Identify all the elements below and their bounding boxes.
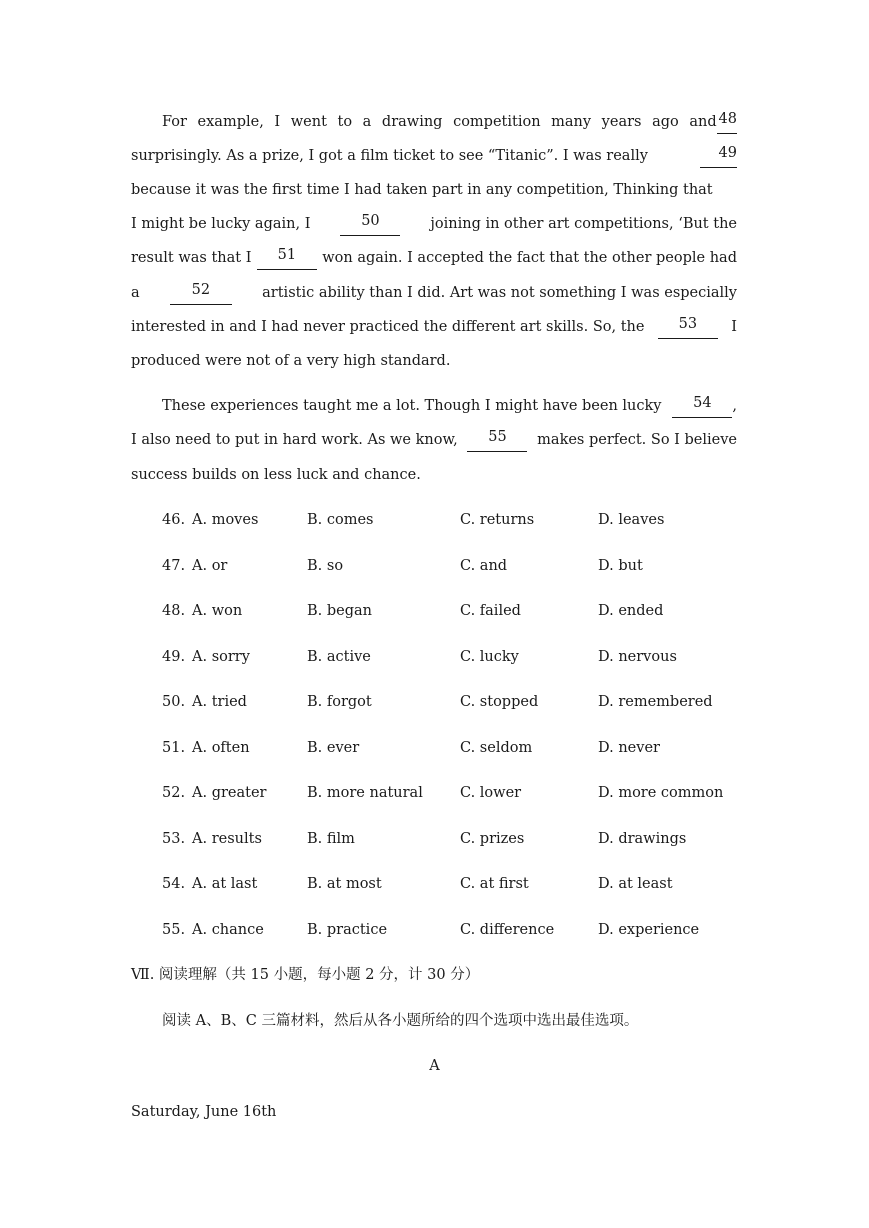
- blank-54: 54: [672, 394, 732, 418]
- passage-text: a: [131, 285, 140, 301]
- option-c: C. and: [460, 558, 508, 574]
- question-row: [162, 690, 762, 714]
- option-c: C. returns: [460, 512, 535, 528]
- option-c: C. at first: [460, 876, 529, 892]
- option-a: A. or: [192, 558, 228, 574]
- option-d: D. drawings: [598, 831, 687, 847]
- blank-52: 52: [170, 281, 232, 305]
- passage-text: result was that I: [131, 250, 252, 266]
- passage-text: produced were not of a very high standard.: [131, 353, 451, 369]
- question-row: [162, 918, 762, 942]
- question-row: [162, 827, 762, 851]
- option-d: D. but: [598, 558, 643, 574]
- passage-line: [131, 281, 737, 305]
- blank-51: 51: [257, 246, 317, 270]
- question-row: [162, 736, 762, 760]
- option-c: C. lucky: [460, 649, 519, 665]
- option-a: A. often: [192, 740, 250, 756]
- passage-text: makes perfect. So I believe: [537, 432, 737, 448]
- question-number: 51.: [162, 740, 186, 756]
- option-b: B. forgot: [307, 694, 372, 710]
- question-row: [162, 554, 762, 578]
- option-d: D. at least: [598, 876, 673, 892]
- option-c: C. prizes: [460, 831, 525, 847]
- passage-line: [162, 394, 737, 418]
- option-a: A. results: [192, 831, 262, 847]
- passage-text: I: [731, 319, 737, 335]
- option-d: D. more common: [598, 785, 724, 801]
- option-d: D. leaves: [598, 512, 665, 528]
- blank-49: 49: [700, 144, 737, 168]
- option-a: A. at last: [192, 876, 258, 892]
- passage-text: I might be lucky again, I: [131, 216, 311, 232]
- option-d: D. nervous: [598, 649, 677, 665]
- option-b: B. practice: [307, 922, 388, 938]
- question-number: 55.: [162, 922, 186, 938]
- option-c: C. difference: [460, 922, 555, 938]
- passage-line: [131, 463, 737, 487]
- passage-text: surprisingly. As a prize, I got a film ticket to see “Titanic”. I was really: [131, 148, 648, 164]
- section-instruction: 阅读 A、B、C 三篇材料，然后从各小题所给的四个选项中选出最佳选项。: [162, 1013, 639, 1029]
- question-number: 53.: [162, 831, 186, 847]
- passage-line: [131, 178, 737, 202]
- blank-55: 55: [467, 428, 527, 452]
- blank-53: 53: [658, 315, 718, 339]
- passage-text: joining in other art competitions, ‘But the: [430, 216, 737, 232]
- option-a: A. won: [192, 603, 243, 619]
- option-b: B. so: [307, 558, 344, 574]
- option-b: B. comes: [307, 512, 374, 528]
- passage-text: interested in and I had never practiced the different art skills. So, the: [131, 319, 645, 335]
- option-b: B. more natural: [307, 785, 423, 801]
- passage-line: [131, 212, 737, 236]
- passage-text: For example, I went to a drawing competition many years ago and: [162, 114, 717, 130]
- passage-text: ,: [732, 398, 737, 414]
- passage-line: [131, 428, 737, 452]
- passage-text: These experiences taught me a lot. Though I might have been lucky: [162, 398, 662, 414]
- passage-text: I also need to put in hard work. As we know,: [131, 432, 458, 448]
- question-number: 49.: [162, 649, 186, 665]
- question-number: 48.: [162, 603, 186, 619]
- passage-line: [131, 246, 737, 270]
- section-heading: Ⅶ. 阅读理解（共 15 小题，每小题 2 分，计 30 分）: [131, 967, 480, 983]
- question-row: [162, 508, 762, 532]
- option-d: D. never: [598, 740, 660, 756]
- question-number: 46.: [162, 512, 186, 528]
- question-row: [162, 645, 762, 669]
- passage-line: [162, 110, 737, 134]
- option-a: A. chance: [192, 922, 264, 938]
- question-number: 47.: [162, 558, 186, 574]
- passage-text: won again. I accepted the fact that the other people had: [322, 250, 737, 266]
- question-row: [162, 872, 762, 896]
- option-c: C. failed: [460, 603, 521, 619]
- option-c: C. lower: [460, 785, 522, 801]
- option-a: A. greater: [192, 785, 267, 801]
- option-d: D. remembered: [598, 694, 713, 710]
- option-b: B. film: [307, 831, 355, 847]
- option-a: A. sorry: [192, 649, 250, 665]
- passage-text: success builds on less luck and chance.: [131, 467, 421, 483]
- question-row: [162, 599, 762, 623]
- option-a: A. tried: [192, 694, 247, 710]
- blank-50: 50: [340, 212, 400, 236]
- passage-text: artistic ability than I did. Art was not something I was especially: [262, 285, 737, 301]
- question-number: 50.: [162, 694, 186, 710]
- part-label: A: [429, 1058, 440, 1074]
- option-d: D. ended: [598, 603, 664, 619]
- passage-text: because it was the first time I had taken part in any competition, Thinking that: [131, 182, 713, 198]
- blank-48: 48: [717, 110, 737, 134]
- option-c: C. seldom: [460, 740, 533, 756]
- question-row: [162, 781, 762, 805]
- passage-line: [131, 315, 737, 339]
- option-b: B. ever: [307, 740, 360, 756]
- option-c: C. stopped: [460, 694, 539, 710]
- option-d: D. experience: [598, 922, 700, 938]
- option-b: B. active: [307, 649, 371, 665]
- question-number: 54.: [162, 876, 186, 892]
- option-b: B. at most: [307, 876, 382, 892]
- question-number: 52.: [162, 785, 186, 801]
- passage-line: [131, 144, 737, 168]
- option-a: A. moves: [192, 512, 259, 528]
- option-b: B. began: [307, 603, 373, 619]
- passage-line: [131, 349, 737, 373]
- date-line: Saturday, June 16th: [131, 1104, 277, 1120]
